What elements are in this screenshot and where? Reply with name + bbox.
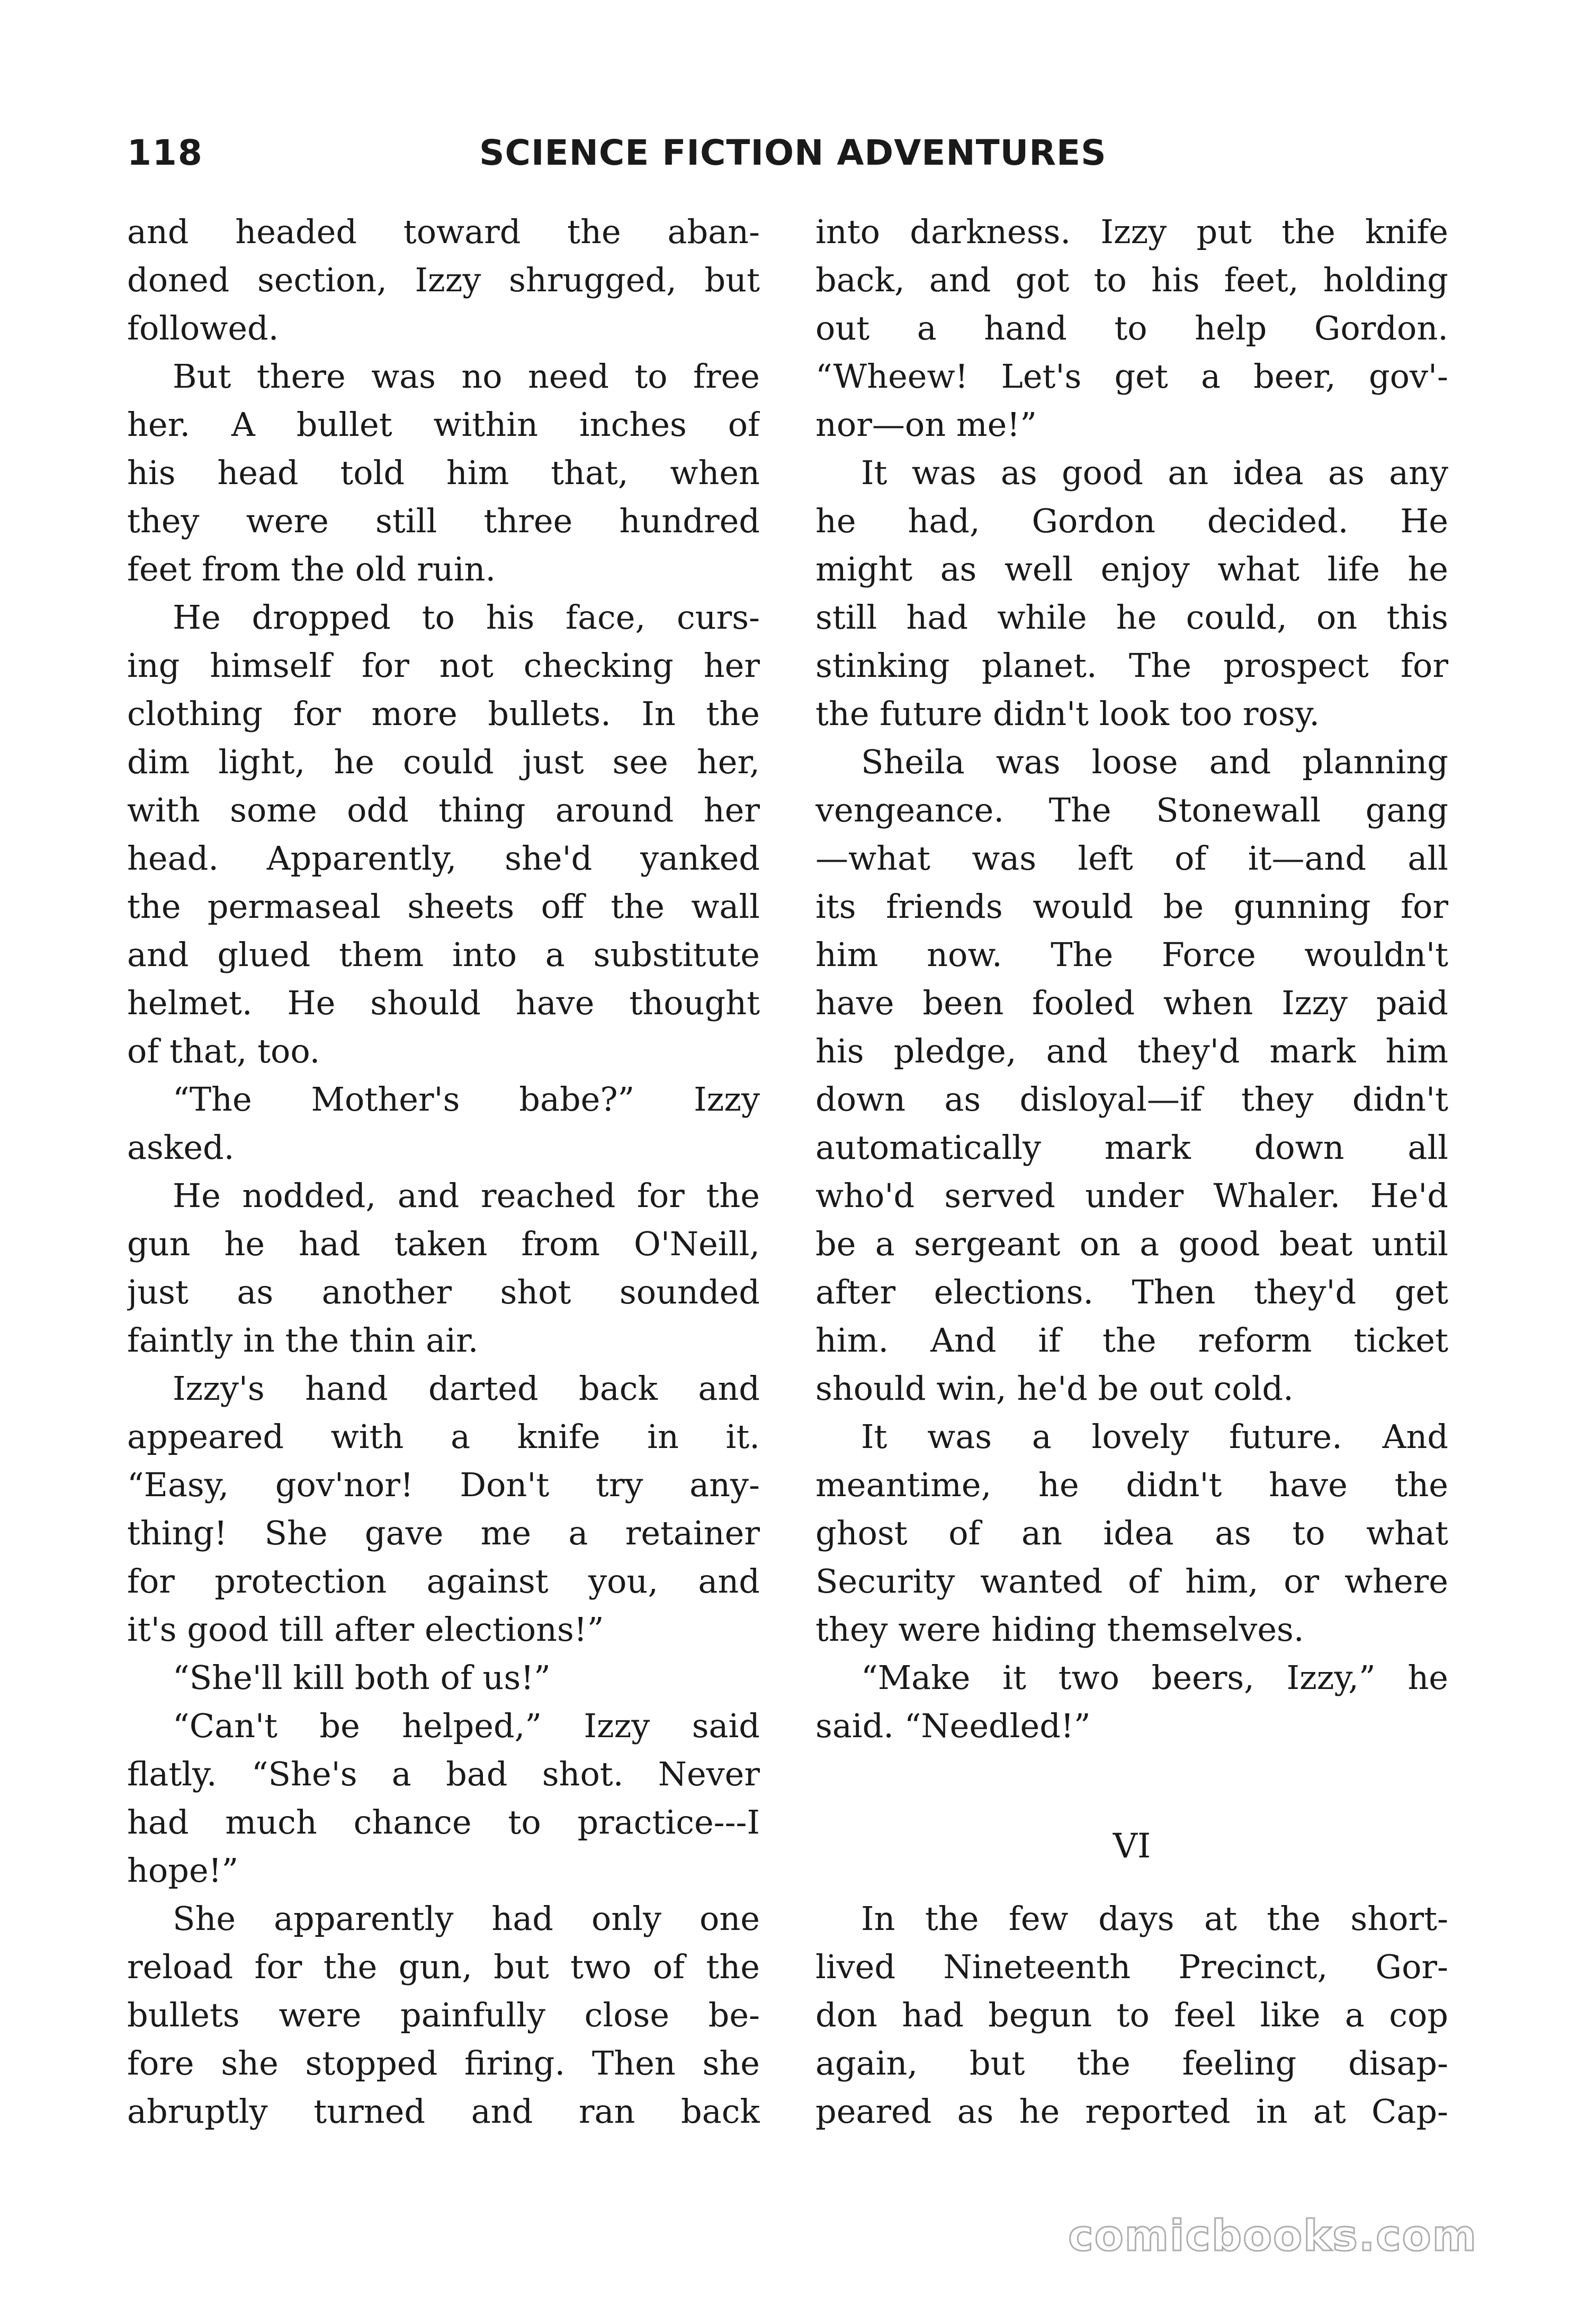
text-line: they were still three hundred: [127, 502, 760, 540]
text-line: might as well enjoy what life he: [815, 550, 1448, 588]
text-line: vengeance. The Stonewall gang: [815, 791, 1448, 829]
text-line: and headed toward the aban-: [127, 212, 760, 251]
text-line: In the few days at the short-: [861, 1899, 1448, 1938]
text-line: “Make it two beers, Izzy,” he: [861, 1658, 1448, 1697]
text-line: peared as he reported in at Cap-: [815, 2092, 1448, 2131]
text-line: and glued them into a substitute: [127, 935, 760, 974]
text-line: with some odd thing around her: [127, 791, 760, 829]
page-header: [127, 132, 1107, 191]
text-line: back, and got to his feet, holding: [815, 261, 1448, 299]
text-line: Security wanted of him, or where: [815, 1562, 1448, 1601]
text-line: down as disloyal—if they didn't: [815, 1080, 1448, 1119]
text-line: clothing for more bullets. In the: [127, 694, 760, 733]
chapter-heading: VI: [1113, 1827, 1151, 1866]
text-line: the future didn't look too rosy.: [815, 694, 1320, 733]
text-line: followed.: [127, 309, 279, 347]
text-line: “The Mother's babe?” Izzy: [173, 1080, 760, 1119]
text-line: “Wheew! Let's get a beer, gov'-: [815, 357, 1448, 396]
text-line: appeared with a knife in it.: [127, 1417, 760, 1456]
text-line: Izzy's hand darted back and: [173, 1369, 760, 1408]
text-line: be a sergeant on a good beat until: [815, 1224, 1448, 1263]
text-line: He nodded, and reached for the: [173, 1176, 760, 1215]
text-line: bullets were painfully close be-: [127, 1996, 760, 2034]
text-line: still had while he could, on this: [815, 598, 1448, 637]
text-line: the permaseal sheets off the wall: [127, 887, 760, 926]
text-line: should win, he'd be out cold.: [815, 1369, 1294, 1408]
text-line: into darkness. Izzy put the knife: [815, 212, 1448, 251]
text-line: He dropped to his face, curs-: [173, 598, 760, 637]
text-line: who'd served under Whaler. He'd: [815, 1176, 1448, 1215]
text-line: it's good till after elections!”: [127, 1610, 604, 1649]
running-title: SCIENCE FICTION ADVENTURES: [479, 132, 1107, 173]
text-line: he had, Gordon decided. He: [815, 502, 1448, 540]
text-line: out a hand to help Gordon.: [815, 309, 1448, 347]
text-line: —what was left of it—and all: [815, 839, 1448, 878]
text-line: stinking planet. The prospect for: [815, 646, 1448, 685]
text-line: reload for the gun, but two of the: [127, 1947, 760, 1986]
text-line: her. A bullet within inches of: [127, 405, 760, 444]
text-line: its friends would be gunning for: [815, 887, 1448, 926]
text-line: She apparently had only one: [173, 1899, 760, 1938]
text-line: nor—on me!”: [815, 405, 1037, 444]
watermark: comicbooks.com: [1068, 2211, 1477, 2260]
text-line: again, but the feeling disap-: [815, 2044, 1448, 2082]
text-line: ghost of an idea as to what: [815, 1514, 1448, 1552]
page-number: 118: [127, 132, 203, 173]
text-line: meantime, he didn't have the: [815, 1465, 1448, 1504]
text-line: Sheila was loose and planning: [861, 743, 1448, 781]
text-line: ing himself for not checking her: [127, 646, 760, 685]
text-line: “Easy, gov'nor! Don't try any-: [127, 1465, 760, 1504]
text-line: head. Apparently, she'd yanked: [127, 839, 760, 878]
right-column-text-before-heading: [815, 208, 1448, 1750]
text-line: It was as good an idea as any: [861, 453, 1448, 492]
right-text-column: [815, 208, 1448, 2135]
text-line: said. “Needled!”: [815, 1706, 1091, 1745]
text-line: his head told him that, when: [127, 453, 760, 492]
text-line: asked.: [127, 1128, 235, 1167]
text-line: thing! She gave me a retainer: [127, 1514, 760, 1552]
text-line: It was a lovely future. And: [861, 1417, 1448, 1456]
text-line: lived Nineteenth Precinct, Gor-: [815, 1947, 1448, 1986]
text-line: gun he had taken from O'Neill,: [127, 1224, 760, 1263]
right-column-text-after-heading: [815, 1894, 1448, 2135]
left-text-column: [127, 208, 760, 2135]
text-line: fore she stopped firing. Then she: [127, 2044, 760, 2082]
text-line: “Can't be helped,” Izzy said: [173, 1706, 760, 1745]
text-line: faintly in the thin air.: [127, 1321, 479, 1360]
text-line: him now. The Force wouldn't: [815, 935, 1448, 974]
text-line: of that, too.: [127, 1032, 320, 1070]
text-line: flatly. “She's a bad shot. Never: [127, 1755, 760, 1793]
text-line: “She'll kill both of us!”: [173, 1658, 551, 1697]
text-line: But there was no need to free: [173, 357, 760, 396]
text-line: his pledge, and they'd mark him: [815, 1032, 1448, 1070]
text-line: for protection against you, and: [127, 1562, 760, 1601]
text-line: they were hiding themselves.: [815, 1610, 1304, 1649]
text-line: dim light, he could just see her,: [127, 743, 760, 781]
text-line: abruptly turned and ran back: [127, 2092, 760, 2131]
text-line: feet from the old ruin.: [127, 550, 496, 588]
text-line: had much chance to practice---I: [127, 1803, 760, 1842]
text-line: helmet. He should have thought: [127, 984, 760, 1022]
text-line: just as another shot sounded: [127, 1273, 760, 1311]
text-line: don had begun to feel like a cop: [815, 1996, 1448, 2034]
text-line: him. And if the reform ticket: [815, 1321, 1448, 1360]
text-line: have been fooled when Izzy paid: [815, 984, 1448, 1022]
text-line: hope!”: [127, 1851, 239, 1890]
spacer: [815, 1750, 1448, 1798]
text-line: doned section, Izzy shrugged, but: [127, 261, 760, 299]
text-line: after elections. Then they'd get: [815, 1273, 1448, 1311]
text-line: automatically mark down all: [815, 1128, 1448, 1167]
